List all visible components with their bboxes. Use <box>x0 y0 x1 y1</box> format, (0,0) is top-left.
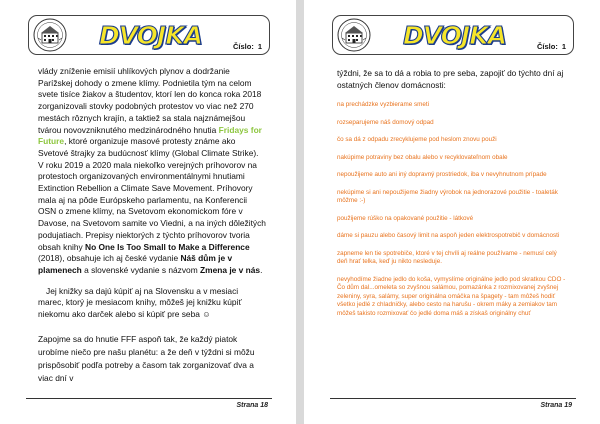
tip-item: použijeme rúško na opakované použitie - látkové <box>337 214 474 222</box>
page-footer <box>26 398 272 412</box>
article-paragraph-3: Zapojme sa do hnutie FFF aspoň tak, že každý piatok urobíme niečo pre našu planétu: a že deň v týždni si môžu prispôsobiť podľa potreby a časom tak zorganizovať dva a viac dní v <box>38 333 255 384</box>
tips-list <box>337 101 569 318</box>
book-title: No One Is Too Small to Make a Difference <box>85 241 250 252</box>
tip-item: čo sa dá z odpadu zrecyklujeme pod heslom znovu použi <box>337 136 497 143</box>
tip-item: na prechádzke vyzbierame smeti <box>337 101 430 108</box>
left-page <box>0 0 296 424</box>
fridays-for-future-highlight: Fridays for Future <box>38 124 262 147</box>
issue-number: Číslo: 1 <box>536 42 566 51</box>
school-building-icon <box>33 18 67 52</box>
tips-intro: týždni, že sa to dá a robia to pre seba, zapojiť do týchto dní aj ostatných členov domácnosti: <box>337 68 564 90</box>
newsletter-header <box>28 15 270 55</box>
newsletter-header <box>332 15 574 55</box>
tip-item: nekúpime si ani nepoužijeme žiadny výrobok na jednorazové použitie - toaleták môžme :-) <box>337 188 558 204</box>
tip-item: zapneme len tie spotrebiče, ktoré v tej chvíli aj reálne používame - nemusí celý deň hrať telka, keď ju nikto nesleduje. <box>337 249 557 265</box>
issue-number: Číslo: 1 <box>232 42 262 51</box>
page-number: Strana 18 <box>236 402 268 409</box>
school-building-icon <box>337 18 371 52</box>
tip-item: nepoužijeme auto ani iný dopravný prostriedok, iba v nevyhnutnom prípade <box>337 171 547 178</box>
newsletter-title: DVOJKA <box>403 21 506 50</box>
slovak-book-title: Zmena je v nás <box>200 264 261 275</box>
tip-item: rozseparujeme náš domový odpad <box>337 118 434 126</box>
article-text-left <box>38 66 266 386</box>
article-paragraph-2: Jej knižky sa dajú kúpiť aj na Slovensku a v mesiaci marec, ktorý je mesiacom knihy, môžeš jej knižku kúpiť niekomu ako darček alebo si kúpiť pre seba ☺ <box>38 285 242 320</box>
page-number: Strana 19 <box>540 402 572 409</box>
czech-book-title: Náš dům je v plamenech <box>38 253 233 275</box>
newsletter-title: DVOJKA <box>99 21 202 50</box>
article-paragraph-1: vlády zníženie emisií uhlíkových plynov a dodržanie Parížskej dohody o zmene klímy. Podnietila tým na celom svete tisíce žiakov a študentov, ktorí len do konca roka 2018 zorganizovali stovky podobných protestov vo viac než 270 mestách rôznych krajín, a taktiež sa stala najznámejšou tvárou novovzniknutého medzinárodného hnutia Fridays for Future, ktoré organizuje masové protesty známe ako Svetové štrajky za budúcnosť klímy (Global Climate Strike). V roku 2019 a 2020 mala niekoľko verejných príhovorov na protestoch organizovaných environmentálnymi hnutiami Extinction Rebellion a Climate Save Movement. Príhovory mala aj na pôde Európskeho parlamentu, na Konferencii OSN o zmene klímy, na Svetovom ekonomickom fóre v Davose, na Svetovom samite vo Viedni, a na iných dôležitých podujatiach. Prepisy niektorých z týchto príhovorov tvoria obsah knihy No One Is Too Small to Make a Difference (2018), obsahuje ich aj české vydanie Náš dům je v plamenech a slovenské vydanie s názvom Zmena je v nás. <box>38 66 266 275</box>
page-footer <box>330 398 576 412</box>
tip-item: dáme si pauzu alebo časový limit na aspoň jeden elektrospotrebič v domácnosti <box>337 232 560 239</box>
article-text-right <box>337 68 569 327</box>
tip-item: nakúpime potraviny bez obalu alebo v recyklovateľnom obale <box>337 153 508 161</box>
tip-item: nevyhodíme žiadne jedlo do koša, vymyslíme originálne jedlo pod skratkou CDO - Čo dům dal...omeleta so zvyšnou salámou, pomazánka z rozmixovanej zvyšnej zeleniny, syra, salámy, super originálna omáčka na špagety - tam môžeš hodiť všetko jedlé z chladničky, alebo cesto na harušu - okrem máky a zemiakov tam môžeš takisto rozmixovať čo jedlé doma máš a získaš originálny chuť <box>337 275 566 317</box>
right-page <box>304 0 600 424</box>
